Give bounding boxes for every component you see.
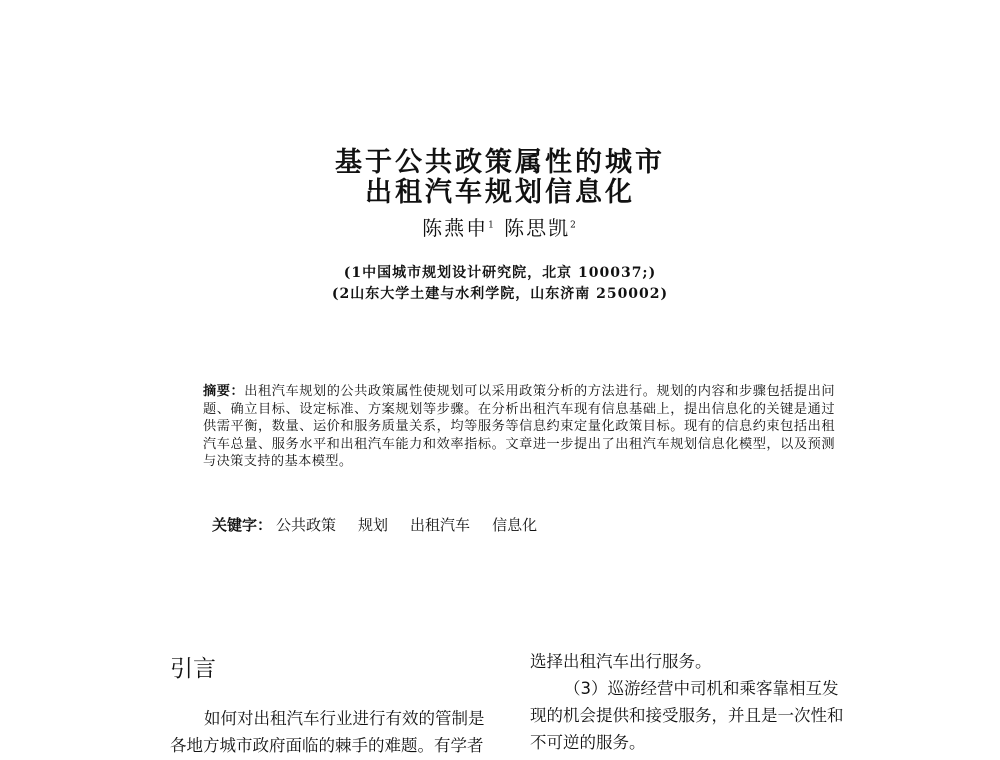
title-line-2: 出租汽车规划信息化 — [365, 177, 635, 208]
abstract — [203, 383, 835, 471]
author-sup: 1 — [488, 220, 496, 231]
affiliation: (1中国城市规划设计研究院，北京 100037;) — [343, 265, 657, 281]
title-line-1: 基于公共政策属性的城市 — [335, 147, 665, 178]
body-line: 不可逆的服务。 — [530, 733, 646, 752]
left-column — [170, 705, 520, 759]
keyword: 公共政策 — [276, 516, 337, 534]
right-column — [530, 648, 875, 756]
body-line: 如何对出租汽车行业进行有效的管制是 — [204, 709, 485, 728]
author-sup: 2 — [570, 220, 578, 231]
abstract-text: 出租汽车规划的公共政策属性使规划可以采用政策分析的方法进行。规划的内容和步骤包括提出问题、确立目标、设定标准、方案规划等步骤。在分析出租汽车现有信息基础上，提出信息化的关键是通过供需平衡，数量、运价和服务质量关系，均等服务等信息约束定量化政策目标。现有的信息约束包括出租汽车总量、服务水平和出租汽车能力和效率指标。文章进一步提出了出租汽车规划信息化模型，以及预测与决策支持的基本模型。 — [203, 384, 835, 469]
body-line: 选择出租汽车出行服务。 — [530, 652, 712, 671]
author-name: 陈思凯 — [504, 216, 571, 240]
keyword: 规划 — [358, 516, 389, 534]
abstract-label: 摘要： — [203, 384, 245, 399]
body-line: （3）巡游经营中司机和乘客靠相互发 — [564, 679, 839, 698]
keyword: 信息化 — [492, 516, 538, 534]
body-line: 各地方城市政府面临的棘手的难题。有学者 — [170, 736, 484, 755]
author-name: 陈燕申 — [422, 216, 489, 240]
keyword: 出租汽车 — [410, 516, 471, 534]
keywords-label: 关键字： — [212, 516, 273, 534]
authors — [0, 212, 1000, 241]
body-line: 现的机会提供和接受服务，并且是一次性和 — [530, 706, 844, 725]
keywords — [212, 514, 559, 535]
affiliation: (2山东大学土建与水利学院，山东济南 250002) — [331, 286, 669, 302]
section-heading: 引言 — [170, 656, 216, 682]
